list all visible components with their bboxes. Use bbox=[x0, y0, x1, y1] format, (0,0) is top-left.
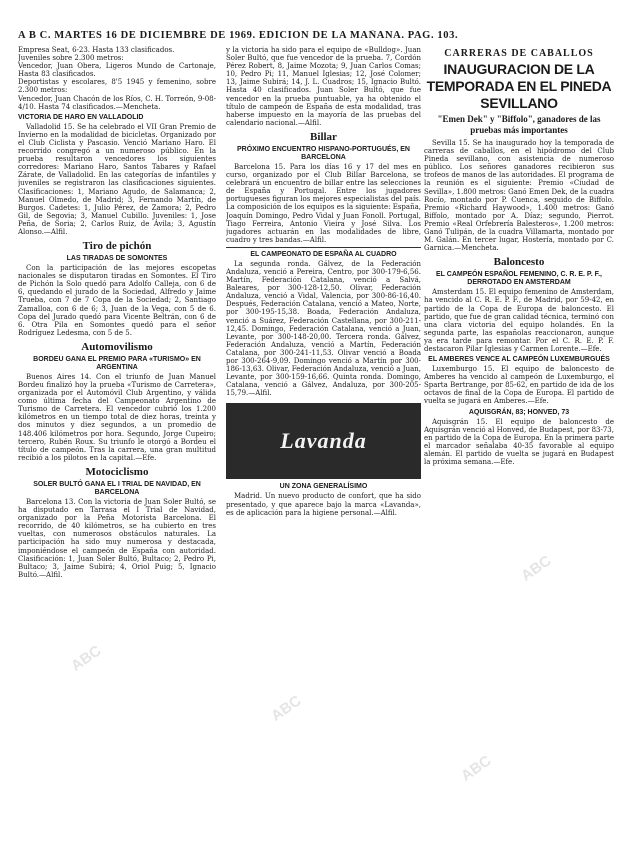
section-motociclismo: Motociclismo bbox=[85, 465, 149, 478]
article-aquisgran: Aquisgrán 15. El equipo de baloncesto de Aquisgrán venció al Honved, de Budapest, por 83-73, en partido de la Copa de Europa. En la primera parte el marcador señalaba 40-35 favorable al equipo alemán. El partido de vuelta se jugará en Budapest la próxima semana.—Efe. bbox=[424, 417, 614, 466]
watermark-stamp: ABC bbox=[68, 642, 105, 675]
article-carreras: Sevilla 15. Se ha inaugurado hoy la temporada de carreras de caballos, en el hipódromo del Club Pineda sevillano, con asistencia de numeroso público. Los señores ganadores recibieron sus trofeos de manos de las autoridades. El programa de la reunión es el siguiente: Premio «Ciudad de Sevilla», 1.800 metros: Ganó Emen Dek, de la cuadra Rocío, montado por P. Cuenca, seguido de Biffolo. Premio «Richard Haywood», 1.400 metros: Ganó Biffolo, montado por A. Díaz; segundo, Pierrot. Premio «Real Orfebrería Balesteros», 1.200 metros: Ganó Tulipán, de la cuadra Villamarta, montado por M. Galán. En tercer lugar, Hostería, montado por C. Garnica.—Mencheta. bbox=[424, 139, 614, 253]
subheadline-ganadores: "Emen Dek" y "Biffolo", ganadores de las pruebas más importantes bbox=[437, 114, 601, 135]
lead-line: Vencedor, Juan Obera, Ligeros Mundo de Cartonaje, Hasta 83 clasificados. bbox=[18, 62, 216, 79]
watermark-stamp: ABC bbox=[268, 692, 305, 725]
headline-campeonato-cuadro: EL CAMPEONATO DE ESPAÑA AL CUADRO bbox=[250, 250, 397, 258]
article-somontes: Con la participación de las mejores escopetas nacionales se disputaron tiradas en Somontes. El Tiro de Pichón la Solo quedó para Adolfo Calleja, con 6 de 6, quedando el jurado de la Sociedad, Alfredo y Jaime Trueba, con 7 de 7 Copa de la Sociedad; 2, Santiago Zamalloa, con 6 de 6; 3, Juan de la Vega, con 5 de 6. Copa del Jurado quedó para Vicente Beltrán, con 6 de 6. Otra Pila en Somontes quedó para el señor Rodríguez Ledesma, con 5 de 5. bbox=[18, 264, 216, 337]
article-amberes: Luxemburgo 15. El equipo de baloncesto de Amberes ha vencido al campeón de Luxemburgo, el Sparta Bertrange, por 85-62, en partido de ida de los octavos de final de la Copa de Europa. El partido de vuelta se jugará en Amberes.—Efe. bbox=[424, 365, 614, 406]
article-zona: Madrid. Un nuevo producto de confort, que ha sido presentado, y que aparece bajo la marca «Lavanda», es de aplicación para la higiene personal.—Alfil. bbox=[226, 492, 421, 517]
article-hispano-portugues: Barcelona 15. Para los días 16 y 17 del mes en curso, organizado por el Club Billar Barcelona, se celebrará un encuentro de billar entre las selecciones de España y Portugal. Entre los jugadores portugueses figuran los mejores especialistas del país. La composición de los equipos es la siguiente: España, Joaquín Domingo, Pedro Vidal y Juan Fonoll. Portugal, Tiago Ferreira, Antonio Vieira y José Silva. Los jugadores actuarán en las modalidades de libre, cuadro y tres bandas.—Alfil. bbox=[226, 162, 421, 244]
page-header: A B C. MARTES 16 DE DICIEMBRE DE 1969. EDICION DE LA MAÑANA. PAG. 103. bbox=[18, 30, 459, 41]
article-bordeu: Buenos Aires 14. Con el triunfo de Juan Manuel Bordeu finalizó hoy la prueba «Turismo de Carretera», organizada por el Automóvil Club Argentino, y válida como última fecha del Campeonato Argentino de Turismo de Carretera. El vencedor cubrió los 1.200 kilómetros en un tiempo total de diez horas, treinta y dos minutos y diez segundos, a un promedio de 148.406 kilómetros por hora. Segundo, Jorge Cupeiro; tercero, Rubén Roux. Su triunfo le otorgó a Bordeu el título de campeón. Tras la carrera, una gran multitud recibió a los pilotos en la capital.—Efe. bbox=[18, 372, 216, 462]
section-automovilismo: Automovilismo bbox=[81, 340, 153, 353]
headline-inauguracion: INAUGURACION DE LA TEMPORADA EN EL PINEDA SEVILLANO bbox=[426, 61, 612, 111]
headline-somontes: LAS TIRADAS DE SOMONTES bbox=[66, 255, 168, 263]
lead-line: Juveniles sobre 2.300 metros: bbox=[18, 54, 124, 63]
column-3 bbox=[424, 46, 614, 842]
headline-haro: VICTORIA DE HARO EN VALLADOLID bbox=[18, 113, 144, 121]
kicker-carreras: CARRERAS DE CABALLOS bbox=[444, 48, 594, 59]
divider bbox=[226, 247, 421, 248]
lead-line: Deportistas y escolares, 8'5 1945 y femenino, sobre 2.300 metros: bbox=[18, 78, 216, 95]
lead-line: Empresa Seat, 6-23. Hasta 133 clasificados. bbox=[18, 46, 175, 54]
headline-hispano-portugues: PRÓXIMO ENCUENTRO HISPANO-PORTUGUÉS, EN BARCELONA bbox=[237, 145, 410, 161]
headline-amberes: EL AMBERES VENCE AL CAMPEÓN LUXEMBURGUÉS bbox=[428, 356, 610, 364]
article-soler-bulto: Barcelona 13. Con la victoria de Juan Soler Bultó, se ha disputado en Tarrasa el I Trial de Navidad, organizado por la Peña Motorista Barcelona. El recorrido, de 40 kilómetros, se ha cubierto en tres vueltas, con numerosos obstáculos naturales. La participación ha sido muy numerosa y destacada, imponiéndose el campeón de España con autoridad. Clasificación: 1, Juan Soler Bultó, Bultaco; 2, Pedro Pi, Bultaco; 3, Jaime Subirá; 4, Oriol Puig; 5, Ignacio Bultó.—Alfil. bbox=[18, 497, 216, 579]
section-tiro-pichon: Tiro de pichón bbox=[82, 240, 152, 253]
section-baloncesto: Baloncesto bbox=[493, 256, 545, 269]
headline-zona: UN ZONA GENERALÍSIMO bbox=[279, 483, 368, 491]
watermark-stamp: ABC bbox=[458, 752, 495, 785]
watermark-stamp: ABC bbox=[518, 552, 555, 585]
article-crepf: Amsterdam 15. El equipo femenino de Amsterdam, ha vencido al C. R. E. P. F., de Madrid, por 59-42, en partido de la Copa de Europa de baloncesto. El partido, que fue de gran calidad técnica, terminó con una clara victoria del equipo holandés. En la segunda parte, las españolas reaccionaron, aunque ya era tarde para remontar. Por el C. R. E. P. F. destacaron Pilar Iglesias y Carmen Lorente.—Efe. bbox=[424, 288, 614, 353]
article-campeonato-cuadro: La segunda ronda. Gálvez, de la Federación Andaluza, venció a Pereira, Centro, por 300-179-6,56. Martín, Federación Catalana, venció a Salvá, Baleares, por 300-128-12,50. Olivar, Federación Andaluza, venció a Vidal, Valencia, por 300-86-16,40. Después, Federación Catalana, venció a Mateo, Norte, por 300-195-15,38. Boada, Federación Andaluza, venció a Suárez, Federación Castellana, por 300-211-12,45. Domingo, Federación Catalana, venció a Juan, Levante, por 300-148-20,00. Tercera ronda. Gálvez, Federación Andaluza, venció a Martín, Federación Catalana, por 300-241-11,53. Olivar venció a Boada por 300-264-9,09. Domingo venció a Martín por 300-186-13,63. Olivar, Federación Andaluza, venció a Juan, Levante, por 300-159-16,66. Quinta ronda. Domingo, Catalana, venció a Gálvez, Andaluza, por 300-205-15,79.—Alfil. bbox=[226, 259, 421, 398]
column-2 bbox=[226, 46, 421, 842]
article-continuation: y la victoria ha sido para el equipo de «Bulldog». Juan Soler Bultó, que fue vencedor de la prueba. 7, Cordón Pérez Robert, 8, Jaime Mozota; 9, Juan Carlos Comas; 10, Pedro Pi; 11, Manuel Iglesias; 12, José Colomer; 13, Jaime Subirá; 14, J. L. Cuadros; 15, Ignacio Bultó. Hasta 40 clasificados. Juan Soler Bultó, que fue vencedor en la prueba puntuable, ya ha obtenido el título de campeón de España de esta modalidad, tras haberse impuesto en la mayoría de las pruebas del calendario nacional.—Alfil. bbox=[226, 46, 421, 127]
article-haro: Valladolid 15. Se ha celebrado el VII Gran Premio de Invierno en la modalidad de bicicletas. Organizado por el Club Ciclista y Pascasio. Venció Mariano Haro. El recorrido congregó a un numeroso público. En la prueba resultaron vencedores los siguientes corredores: Mariano Haro, Santos Tabares y Rafael Zárate, de Valladolid. En las categorías de infantiles y juveniles se registraron las clasificaciones siguientes. Clasificaciones: 1, Mariano Agudo, de Salamanca; 2, Manuel Olmedo, de Madrid; 3, Fernando Martín, de Burgos. Cadetes: 1, Julio Pérez, de Zamora; 2, Pedro Gil, de Segovia; 3, Manuel Cubillo. Juveniles: 1, Jose Peña, de Soria; 2, Carlos Ruiz, de Ávila; 3, Agustín Alonso.—Alfil. bbox=[18, 122, 216, 236]
headline-crepf: EL CAMPEÓN ESPAÑOL FEMENINO, C. R. E. P. F., DERROTADO EN AMSTERDAM bbox=[436, 271, 602, 287]
advertisement-image: Lavanda bbox=[226, 403, 421, 479]
lead-line: Vencedor, Juan Chacón de los Ríos, C. H. Torreón, 9-08-4/10. Hasta 74 clasificados.—Mencheta. bbox=[18, 94, 216, 111]
headline-aquisgran: AQUISGRÁN, 83; HONVED, 73 bbox=[468, 408, 570, 416]
section-billar: Billar bbox=[310, 130, 337, 143]
headline-soler-bulto: SOLER BULTÓ GANA EL I TRIAL DE NAVIDAD, EN BARCELONA bbox=[33, 480, 201, 496]
headline-bordeu: BORDEU GANA EL PREMIO PARA «TURISMO» EN ARGENTINA bbox=[33, 355, 201, 371]
column-1 bbox=[18, 46, 216, 842]
